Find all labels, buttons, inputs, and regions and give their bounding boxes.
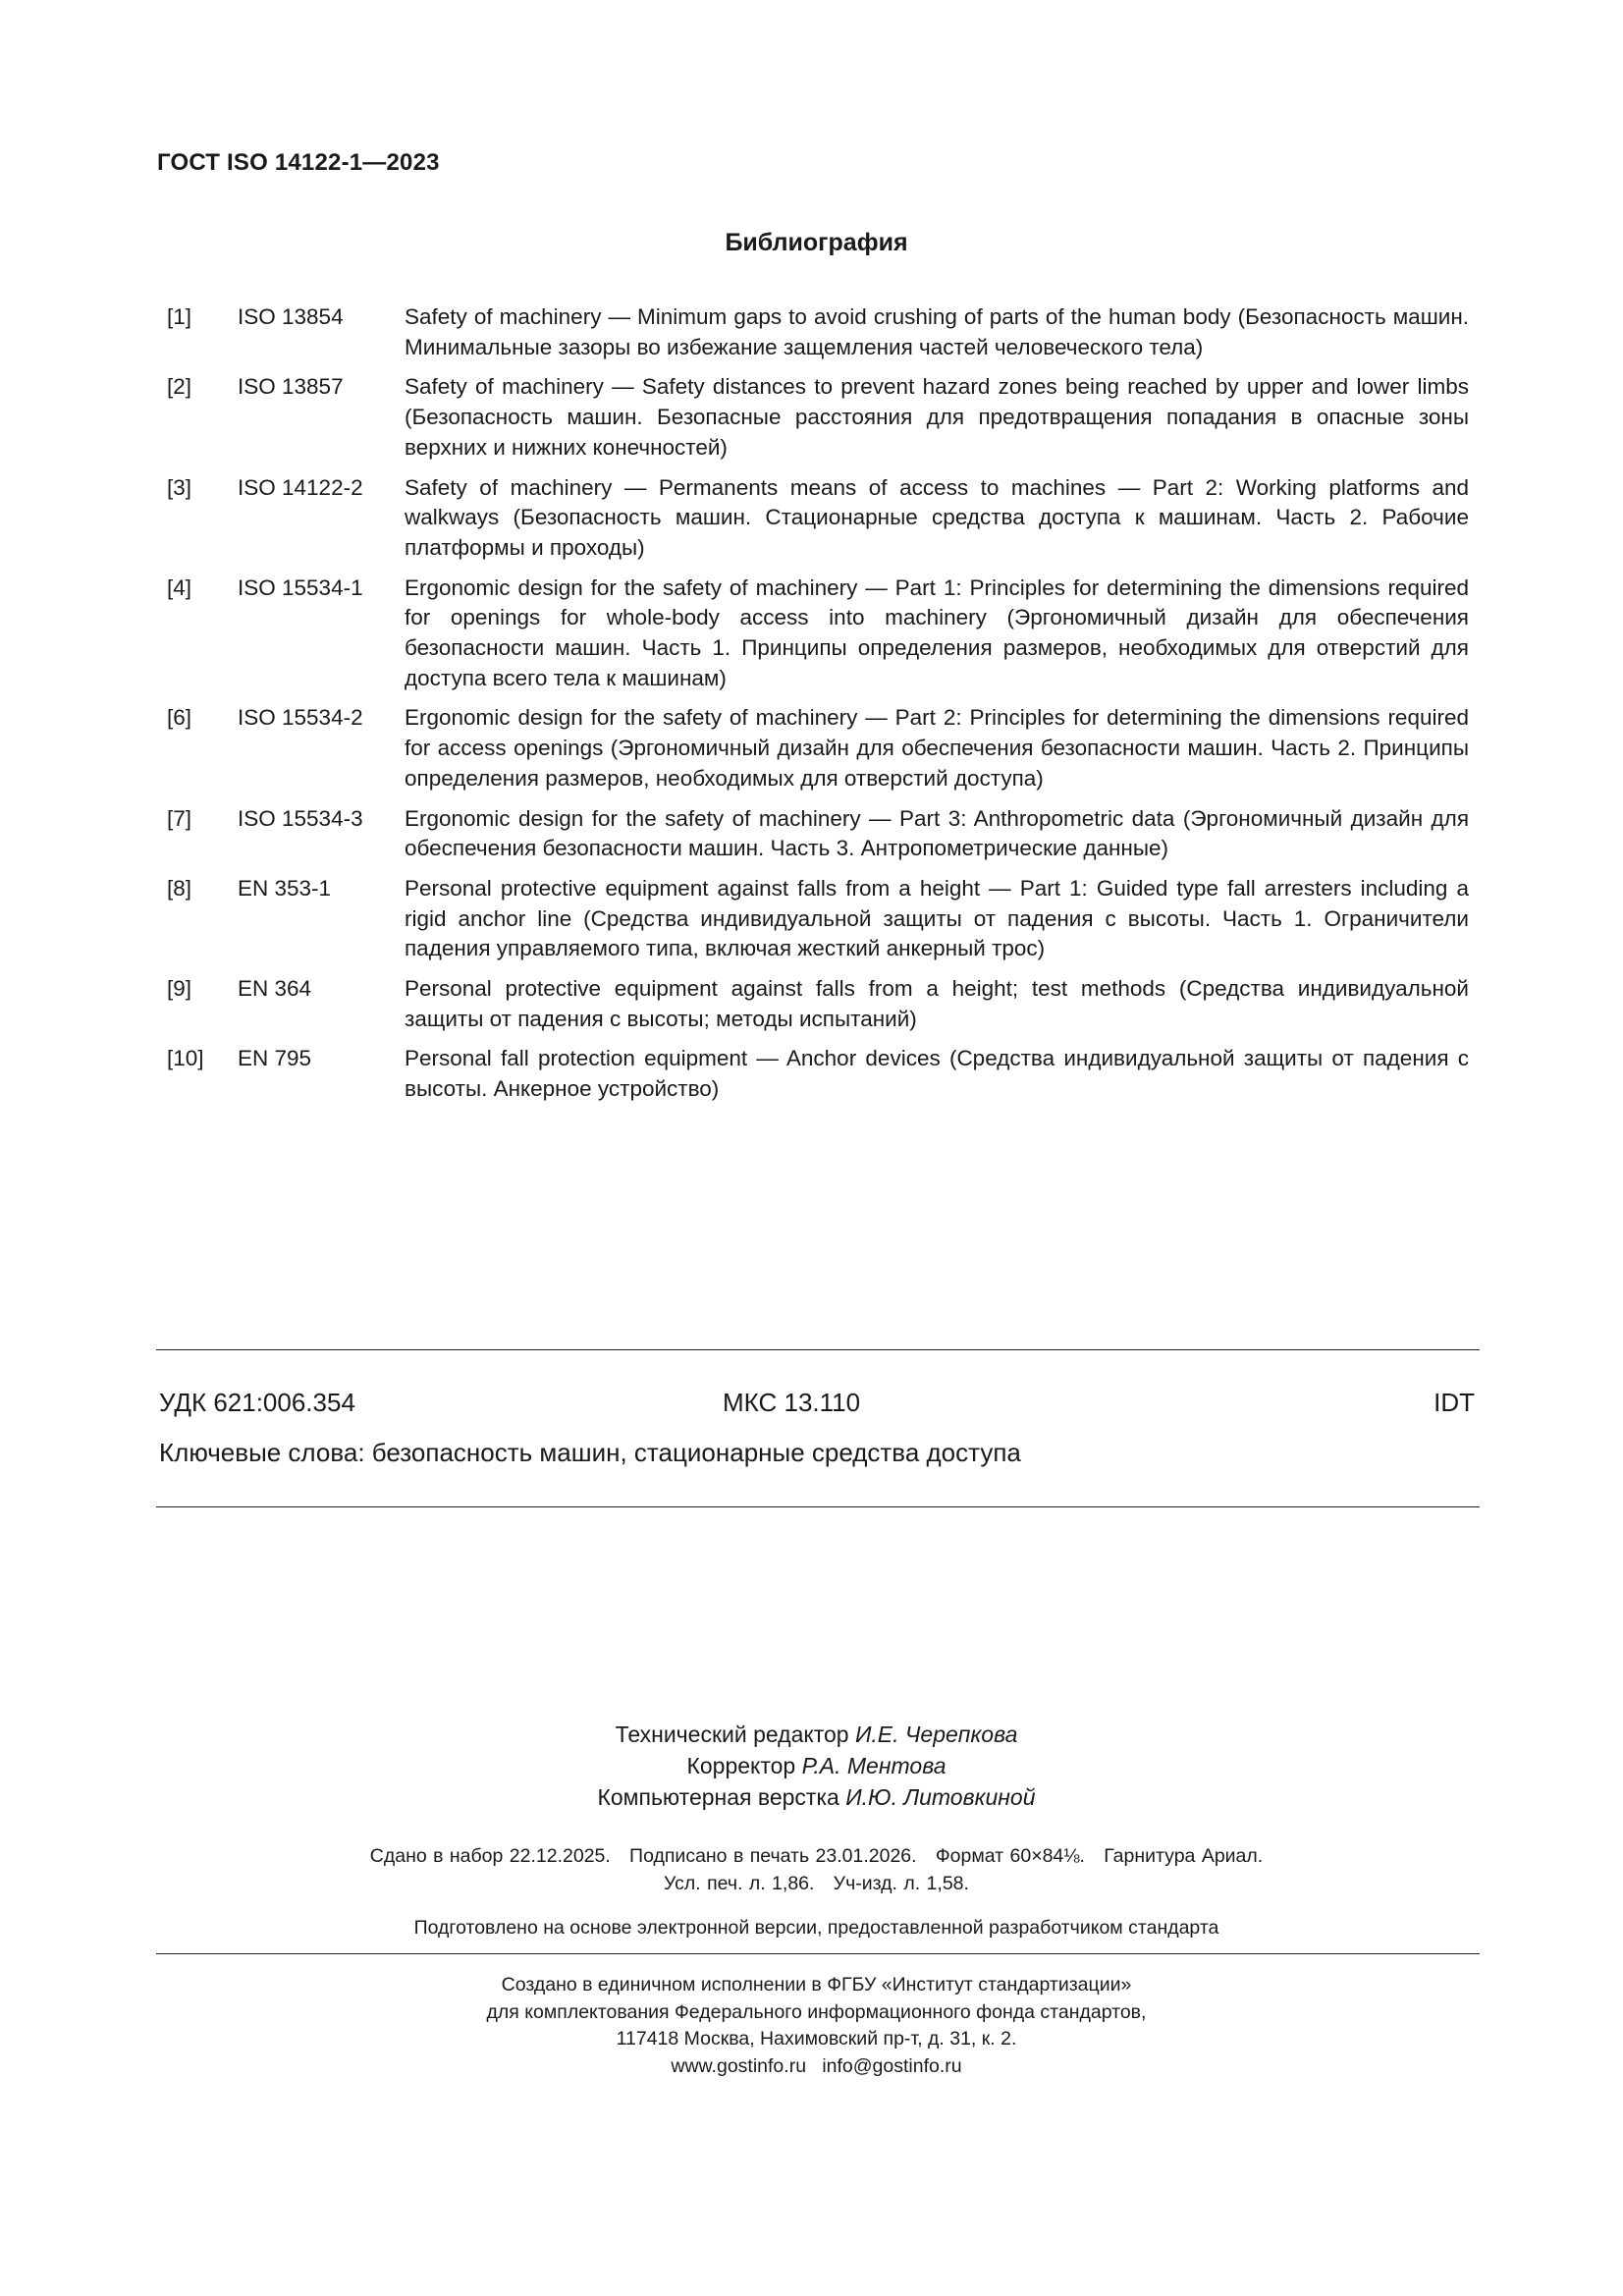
email-link[interactable]: info@gostinfo.ru: [822, 2054, 962, 2077]
prepared-note: Подготовлено на основе электронной версии, предоставленной разработчиком стандарта: [413, 1917, 1219, 1939]
layout-name: И.Ю. Литовкиной: [845, 1784, 1036, 1810]
footer-contacts: [0, 2053, 1623, 2081]
entry-number: [4]: [167, 574, 192, 600]
top-divider: [156, 1349, 1480, 1350]
bibliography-title: Библиография: [725, 229, 908, 256]
entry-title: Safety of machinery — Safety distances to prevent hazard zones being reached by upper and lower limbs (Безопасность машин. Безопасные расстояния для предотвращения попадания в опасные зоны верхних и нижних конечностей): [405, 374, 1469, 460]
mks-code: МКС 13.110: [723, 1388, 861, 1417]
website-link[interactable]: www.gostinfo.ru: [671, 2054, 807, 2077]
entry-number: [3]: [167, 474, 192, 500]
tech-editor-line: [0, 1719, 1623, 1750]
entry-title: Safety of machinery — Minimum gaps to avoid crushing of parts of the human body (Безопасность машин. Минимальные зазоры во избежание защемления частей человеческого тела): [405, 304, 1469, 359]
layout-line: [0, 1781, 1623, 1813]
print-info-line-1: Сдано в набор 22.12.2025. Подписано в печать 23.01.2026. Формат 60×84⅛. Гарнитура Ариал.: [369, 1845, 1264, 1867]
footer-line-3: 117418 Москва, Нахимовский пр-т, д. 31, к. 2.: [616, 2028, 1017, 2050]
print-information: [0, 1842, 1623, 1897]
entry-standard-code: EN 795: [238, 1046, 312, 1071]
entry-number: [1]: [167, 304, 192, 329]
bibliography-entry: [167, 1044, 1469, 1104]
corrector-line: [0, 1750, 1623, 1781]
corrector-label: Корректор: [686, 1753, 796, 1778]
entry-title: Safety of machinery — Permanents means of access to machines — Part 2: Working platforms and walkways (Безопасность машин. Стационарные средства доступа к машинам. Часть 2. Рабочие платформы и проходы): [405, 474, 1469, 560]
entry-standard-code: ISO 15534-2: [238, 705, 363, 731]
entry-number: [7]: [167, 805, 192, 831]
editorial-credits: [0, 1719, 1623, 1813]
layout-label: Компьютерная верстка: [597, 1784, 839, 1810]
bibliography-entry: [167, 874, 1469, 964]
entry-title: Personal protective equipment against falls from a height — Part 1: Guided type fall arresters including a rigid anchor line (Средства индивидуальной защиты от падения с высоты. Часть 1. Ограничители падения управляемого типа, включая жесткий анкерный трос): [405, 875, 1469, 961]
bibliography-entry: [167, 574, 1469, 694]
corrector-name: Р.А. Ментова: [801, 1753, 947, 1778]
entry-number: [10]: [167, 1046, 204, 1071]
bibliography-entry: [167, 804, 1469, 864]
footer-line-1: Создано в единичном исполнении в ФГБУ «Институт стандартизации»: [501, 1974, 1132, 1995]
entry-standard-code: ISO 15534-3: [238, 805, 363, 831]
udk-code: УДК 621:006.354: [159, 1388, 355, 1417]
entry-standard-code: EN 364: [238, 976, 312, 1002]
idt-marker: IDT: [1434, 1388, 1475, 1417]
entry-standard-code: EN 353-1: [238, 875, 332, 901]
entry-number: [8]: [167, 875, 192, 901]
tech-editor-name: И.Е. Черепкова: [854, 1722, 1018, 1747]
bibliography-entry: [167, 372, 1469, 463]
print-info-line-2: Усл. печ. л. 1,86. Уч-изд. л. 1,58.: [664, 1873, 969, 1894]
bibliography-entry: [167, 302, 1469, 362]
entry-title: Personal fall protection equipment — Anchor devices (Средства индивидуальной защиты от падения с высоты. Анкерное устройство): [405, 1046, 1469, 1102]
bibliography-entry: [167, 974, 1469, 1034]
entry-standard-code: ISO 13854: [238, 304, 344, 329]
entry-title: Ergonomic design for the safety of machinery — Part 2: Principles for determining the dimensions required for access openings (Эргономичный дизайн для обеспечения безопасности машин. Часть 2. Принципы определения размеров, необходимых для отверстий доступа): [405, 705, 1469, 791]
entry-title: Ergonomic design for the safety of machinery — Part 1: Principles for determining the dimensions required for openings for whole-body access into machinery (Эргономичный дизайн для обеспечения безопасности машин. Часть 1. Принципы определения размеров, необходимых для отверстий для доступа всего тела к машинам): [405, 574, 1469, 690]
bibliography-entry: [167, 473, 1469, 564]
entry-standard-code: ISO 15534-1: [238, 574, 363, 600]
entry-number: [2]: [167, 374, 192, 400]
document-id-header: ГОСТ ISO 14122-1—2023: [157, 149, 440, 176]
bibliography-entry: [167, 703, 1469, 793]
publisher-footer: [0, 1972, 1623, 2080]
keywords-line: Ключевые слова: безопасность машин, стационарные средства доступа: [159, 1438, 1021, 1467]
entry-title: Ergonomic design for the safety of machinery — Part 3: Anthropometric data (Эргономичный дизайн для обеспечения безопасности машин. Часть 3. Антропометрические данные): [405, 805, 1469, 861]
bottom-divider: [156, 1506, 1480, 1507]
entry-number: [6]: [167, 705, 192, 731]
entry-standard-code: ISO 14122-2: [238, 474, 363, 500]
bibliography-list: [167, 302, 1469, 1115]
entry-standard-code: ISO 13857: [238, 374, 344, 400]
tech-editor-label: Технический редактор: [615, 1722, 849, 1747]
footer-line-2: для комплектования Федерального информационного фонда стандартов,: [486, 2000, 1147, 2023]
entry-number: [9]: [167, 976, 192, 1002]
entry-title: Personal protective equipment against falls from a height; test methods (Средства индивидуальной защиты от падения с высоты; методы испытаний): [405, 976, 1469, 1031]
footer-divider: [156, 1953, 1480, 1954]
